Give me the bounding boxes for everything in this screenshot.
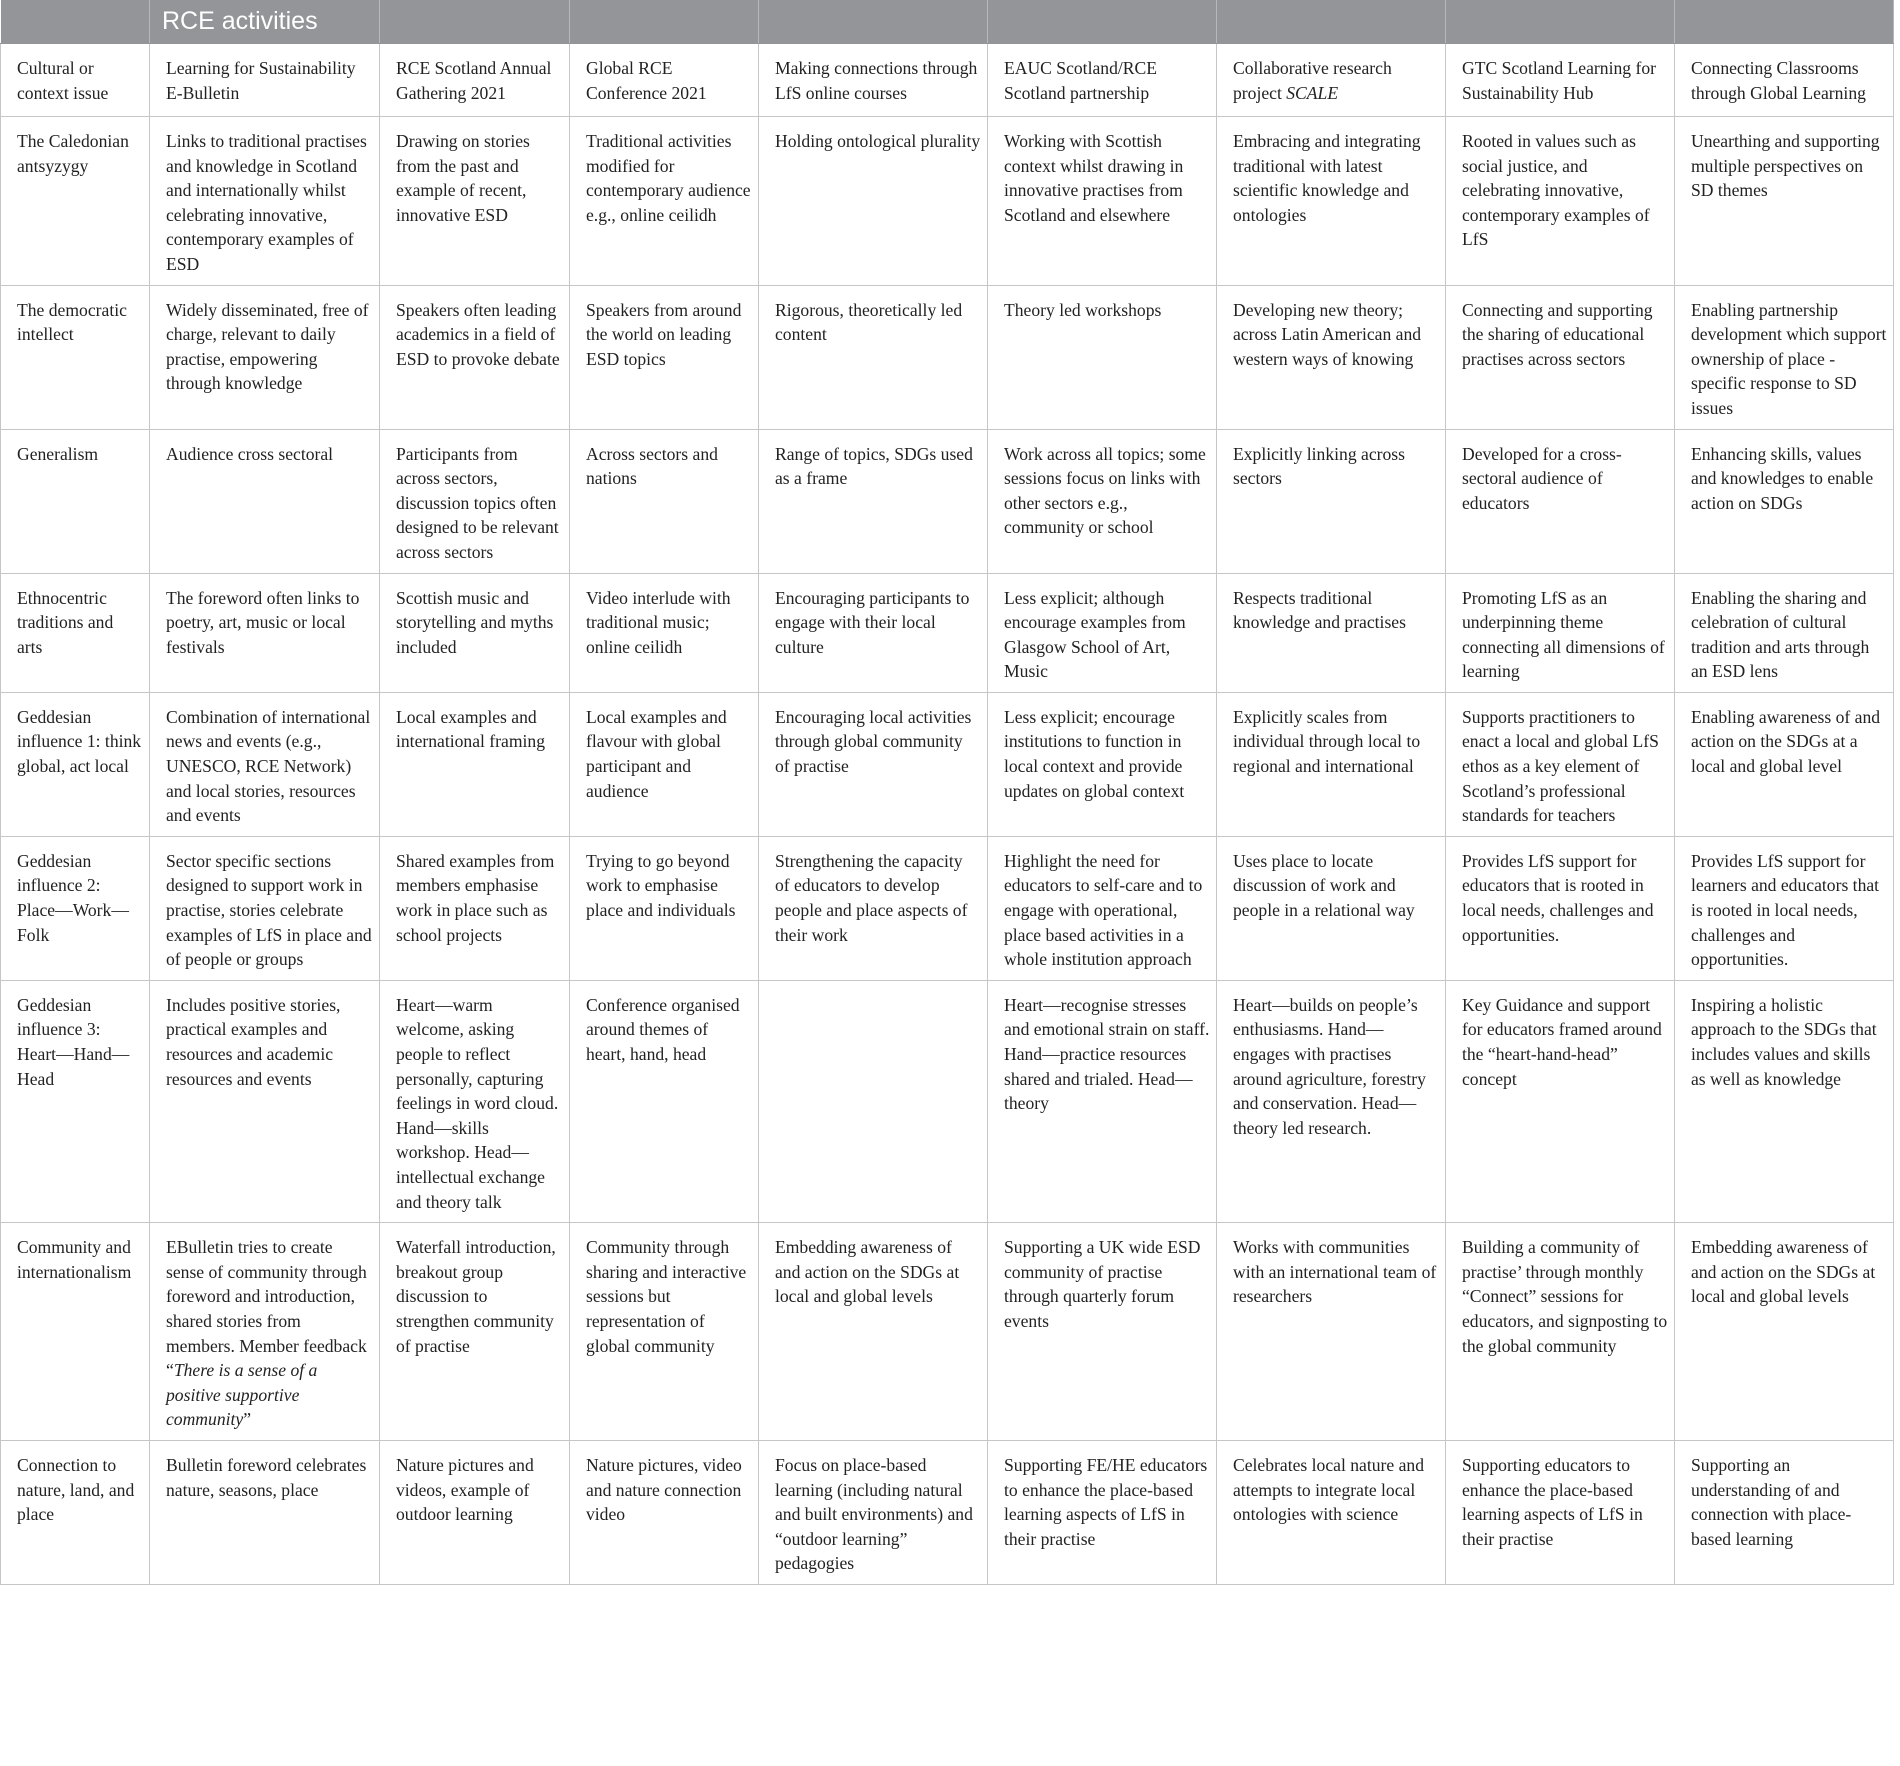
header-blank-cell: [759, 0, 988, 44]
table-cell: Nature pictures and videos, example of outdoor learning: [380, 1440, 570, 1584]
table-cell: Supporting an understanding of and connection with place-based learning: [1675, 1440, 1894, 1584]
table-cell: Supporting a UK wide ESD community of practise through quarterly forum events: [988, 1223, 1217, 1441]
table-cell: Widely disseminated, free of charge, relevant to daily practise, empowering through knowledge: [150, 285, 380, 429]
table-cell: Respects traditional knowledge and practises: [1217, 573, 1446, 692]
table-row: [1, 285, 1894, 429]
table-cell: Traditional activities modified for contemporary audience e.g., online ceilidh: [570, 117, 759, 286]
table-row: [1, 1223, 1894, 1441]
table-row: [1, 117, 1894, 286]
row-issue: Generalism: [1, 429, 150, 573]
column-header: GTC Scotland Learning for Sustainability Hub: [1446, 44, 1675, 117]
column-header: Making connections through LfS online courses: [759, 44, 988, 117]
table-cell: Less explicit; although encourage examples from Glasgow School of Art, Music: [988, 573, 1217, 692]
table-cell: Less explicit; encourage institutions to function in local context and provide updates on global context: [988, 692, 1217, 836]
table-cell: Combination of international news and events (e.g., UNESCO, RCE Network) and local stories, resources and events: [150, 692, 380, 836]
table-cell: Bulletin foreword celebrates nature, seasons, place: [150, 1440, 380, 1584]
table-cell: Provides LfS support for educators that is rooted in local needs, challenges and opportunities.: [1446, 836, 1675, 980]
table-row: [1, 429, 1894, 573]
table-cell: The foreword often links to poetry, art, music or local festivals: [150, 573, 380, 692]
column-header-text: Collaborative research project: [1233, 58, 1392, 103]
table-cell: Building a community of practise’ through monthly “Connect” sessions for educators, and signposting to the global community: [1446, 1223, 1675, 1441]
table-cell: Shared examples from members emphasise work in place such as school projects: [380, 836, 570, 980]
table-cell: Speakers often leading academics in a field of ESD to provoke debate: [380, 285, 570, 429]
feedback-close-quote: ”: [243, 1409, 252, 1430]
table-cell: Embedding awareness of and action on the SDGs at local and global levels: [759, 1223, 988, 1441]
column-header: RCE Scotland Annual Gathering 2021: [380, 44, 570, 117]
table-row: [1, 980, 1894, 1222]
table-row: [1, 692, 1894, 836]
table-cell: Enhancing skills, values and knowledges to enable action on SDGs: [1675, 429, 1894, 573]
table-cell: Unearthing and supporting multiple perspectives on SD themes: [1675, 117, 1894, 286]
table-cell: Inspiring a holistic approach to the SDGs that includes values and skills as well as knowledge: [1675, 980, 1894, 1222]
table-cell: Celebrates local nature and attempts to integrate local ontologies with science: [1217, 1440, 1446, 1584]
table-cell: Rigorous, theoretically led content: [759, 285, 988, 429]
column-header: [1217, 44, 1446, 117]
header-blank-cell: [380, 0, 570, 44]
row-issue: Connection to nature, land, and place: [1, 1440, 150, 1584]
table-cell: Provides LfS support for learners and educators that is rooted in local needs, challenges and opportunities.: [1675, 836, 1894, 980]
table-cell: Rooted in values such as social justice, and celebrating innovative, contemporary examples of LfS: [1446, 117, 1675, 286]
table-cell: Supporting FE/HE educators to enhance the place-based learning aspects of LfS in their practise: [988, 1440, 1217, 1584]
table-row: [1, 836, 1894, 980]
column-header: Learning for Sustainability E-Bulletin: [150, 44, 380, 117]
table-cell: Explicitly scales from individual through local to regional and international: [1217, 692, 1446, 836]
row-issue: The Caledonian antsyzygy: [1, 117, 150, 286]
table-cell: Supports practitioners to enact a local and global LfS ethos as a key element of Scotland’s professional standards for teachers: [1446, 692, 1675, 836]
table-cell: Drawing on stories from the past and example of recent, innovative ESD: [380, 117, 570, 286]
table-cell: Conference organised around themes of heart, hand, head: [570, 980, 759, 1222]
table-cell: Promoting LfS as an underpinning theme connecting all dimensions of learning: [1446, 573, 1675, 692]
header-blank-cell: [570, 0, 759, 44]
table-cell: Explicitly linking across sectors: [1217, 429, 1446, 573]
table-cell: Across sectors and nations: [570, 429, 759, 573]
table-row: [1, 573, 1894, 692]
table-cell: Waterfall introduction, breakout group discussion to strengthen community of practise: [380, 1223, 570, 1441]
table-cell: Speakers from around the world on leading ESD topics: [570, 285, 759, 429]
table-cell: Uses place to locate discussion of work and people in a relational way: [1217, 836, 1446, 980]
table-cell: Trying to go beyond work to emphasise place and individuals: [570, 836, 759, 980]
table-cell: Local examples and international framing: [380, 692, 570, 836]
table-cell: Works with communities with an international team of researchers: [1217, 1223, 1446, 1441]
table-cell: Sector specific sections designed to support work in practise, stories celebrate examples of LfS in place and of people or groups: [150, 836, 380, 980]
row-issue: Geddesian influence 2: Place—Work—Folk: [1, 836, 150, 980]
row-issue: Geddesian influence 3: Heart—Hand—Head: [1, 980, 150, 1222]
table-cell: Audience cross sectoral: [150, 429, 380, 573]
table-cell: Includes positive stories, practical examples and resources and academic resources and events: [150, 980, 380, 1222]
table-cell: Enabling partnership development which support ownership of place -specific response to SD issues: [1675, 285, 1894, 429]
table-cell: Supporting educators to enhance the place-based learning aspects of LfS in their practise: [1446, 1440, 1675, 1584]
table-cell: Embedding awareness of and action on the SDGs at local and global levels: [1675, 1223, 1894, 1441]
row-issue: The democratic intellect: [1, 285, 150, 429]
rce-activities-label: RCE activities: [150, 0, 380, 44]
table-cell: Heart—recognise stresses and emotional strain on staff. Hand—practice resources shared and trialed. Head—theory: [988, 980, 1217, 1222]
feedback-text: EBulletin tries to create sense of community through foreword and introduction, shared stories from members. Member feedback “: [166, 1237, 367, 1381]
table-cell: Developing new theory; across Latin American and western ways of knowing: [1217, 285, 1446, 429]
table-row: [1, 1440, 1894, 1584]
table-cell: Participants from across sectors, discussion topics often designed to be relevant across sectors: [380, 429, 570, 573]
table-cell: Heart—warm welcome, asking people to reflect personally, capturing feelings in word cloud. Hand—skills workshop. Head—intellectual exchange and theory talk: [380, 980, 570, 1222]
table-cell: Local examples and flavour with global participant and audience: [570, 692, 759, 836]
column-header: Cultural or context issue: [1, 44, 150, 117]
column-header-row: [1, 44, 1894, 117]
column-header: Global RCE Conference 2021: [570, 44, 759, 117]
table-cell: Encouraging local activities through global community of practise: [759, 692, 988, 836]
table-cell: Enabling awareness of and action on the SDGs at a local and global level: [1675, 692, 1894, 836]
table-cell: Work across all topics; some sessions focus on links with other sectors e.g., community or school: [988, 429, 1217, 573]
header-bar: [1, 0, 1894, 44]
table-cell: [150, 1223, 380, 1441]
table-cell: Community through sharing and interactive sessions but representation of global community: [570, 1223, 759, 1441]
header-blank-cell: [988, 0, 1217, 44]
table-cell: Connecting and supporting the sharing of educational practises across sectors: [1446, 285, 1675, 429]
column-header: EAUC Scotland/RCE Scotland partnership: [988, 44, 1217, 117]
table-cell: Range of topics, SDGs used as a frame: [759, 429, 988, 573]
table-cell: Working with Scottish context whilst drawing in innovative practises from Scotland and elsewhere: [988, 117, 1217, 286]
row-issue: Ethnocentric traditions and arts: [1, 573, 150, 692]
table-cell: Scottish music and storytelling and myths included: [380, 573, 570, 692]
table-cell: Key Guidance and support for educators framed around the “heart-hand-head” concept: [1446, 980, 1675, 1222]
table-cell: Video interlude with traditional music; online ceilidh: [570, 573, 759, 692]
table-cell: [759, 980, 988, 1222]
table-cell: Focus on place-based learning (including natural and built environments) and “outdoor learning” pedagogies: [759, 1440, 988, 1584]
table-cell: Enabling the sharing and celebration of cultural tradition and arts through an ESD lens: [1675, 573, 1894, 692]
table-cell: Heart—builds on people’s enthusiasms. Hand—engages with practises around agriculture, forestry and conservation. Head—theory led research.: [1217, 980, 1446, 1222]
table-cell: Theory led workshops: [988, 285, 1217, 429]
table-cell: Highlight the need for educators to self-care and to engage with operational, place based activities in a whole institution approach: [988, 836, 1217, 980]
column-header: Connecting Classrooms through Global Learning: [1675, 44, 1894, 117]
row-issue: Geddesian influence 1: think global, act local: [1, 692, 150, 836]
feedback-quote: There is a sense of a positive supportive community: [166, 1360, 318, 1430]
row-issue: Community and internationalism: [1, 1223, 150, 1441]
scale-italic: SCALE: [1286, 82, 1339, 103]
header-blank-cell: [1, 0, 150, 44]
table-cell: Holding ontological plurality: [759, 117, 988, 286]
header-blank-cell: [1446, 0, 1675, 44]
table-cell: Strengthening the capacity of educators to develop people and place aspects of their work: [759, 836, 988, 980]
table-cell: Encouraging participants to engage with their local culture: [759, 573, 988, 692]
header-blank-cell: [1675, 0, 1894, 44]
table-cell: Developed for a cross-sectoral audience of educators: [1446, 429, 1675, 573]
table-cell: Links to traditional practises and knowledge in Scotland and internationally whilst celebrating innovative, contemporary examples of ESD: [150, 117, 380, 286]
table-cell: Embracing and integrating traditional with latest scientific knowledge and ontologies: [1217, 117, 1446, 286]
table-cell: Nature pictures, video and nature connection video: [570, 1440, 759, 1584]
header-blank-cell: [1217, 0, 1446, 44]
